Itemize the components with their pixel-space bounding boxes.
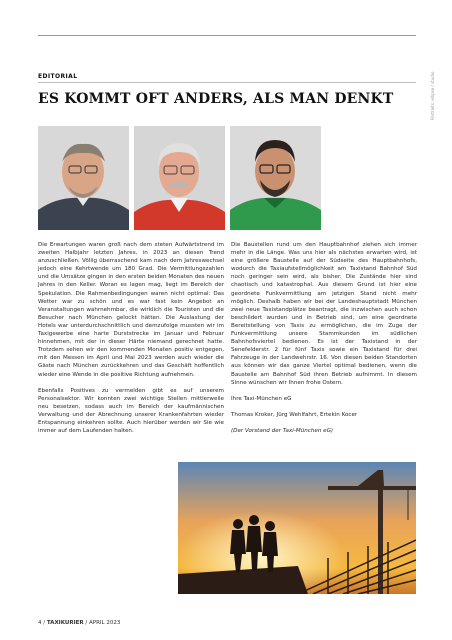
footer-separator: / <box>85 620 88 626</box>
article-paragraph: Die Baustellen rund um den Hauptbahnhof ziehen sich immer mehr in die Länge. Was uns hier als nächstes erwarten wird, ist eine größere Baustelle auf der Südseite des Hauptbahnhofs, wodurch die Taxiaufstellmöglichkeit am Taxistand Bahnhof Süd noch geringer sein wird, als bisher. Die Zustände hier sind chaotisch und katastrophal. Aus diesem Grund ist hier eine geordnete Funkvermittlung am jetzigen Stand nicht mehr möglich. Deshalb haben wir bei der Landeshauptstadt München zwei neue Taxistandplätze beantragt, die inzwischen auch schon beschildert wurden und in Betrieb sind, um eine geordnete Bereitstellung von Taxis zu ermöglichen, die im Zuge der Funkvermittlung unsere Stammkunden im südlichen Bahnhofsviertel bedienen. Es ist der Taxistand in der Senefelderstr. 2 für fünf Taxis sowie ein Taxistand für drei Fahrzeuge in der Landwehrstr. 16. Von diesen beiden Standorten aus können wir das ganze Viertel optimal bedienen, wenn die Baustelle am Bahnhof Süd ihren Betrieb aufnimmt. In diesem Sinne wünschen wir Ihnen frohe Ostern. <box>231 242 417 386</box>
signature-org: Ihre Taxi-München eG <box>231 395 292 402</box>
portrait-photo-3 <box>230 126 321 230</box>
photo-credit: Portraits: ellipse / studio <box>430 71 435 120</box>
magazine-name: TAXIKURIER <box>46 620 84 626</box>
section-label: EDITORIAL <box>38 73 78 80</box>
footer-separator: / <box>43 620 46 626</box>
page-footer <box>38 620 120 626</box>
headline: ES KOMMT OFT ANDERS, ALS MAN DENKT <box>38 91 394 107</box>
portrait-photo-2 <box>134 126 225 230</box>
top-rule <box>38 35 416 36</box>
construction-sunset-photo <box>178 462 416 594</box>
portrait-photo-1 <box>38 126 129 230</box>
section-divider <box>38 82 416 83</box>
article-column-right <box>231 241 417 443</box>
article-column-left <box>38 241 224 443</box>
article-paragraph: Die Erwartungen waren groß nach dem steten Aufwärtstrend im zweiten Halbjahr letzten Jahres, in 2023 an diesen Trend anzuschließen. Völlig überraschend kam nach dem Jahreswechsel jedoch eine Kehrtwende um 180 Grad. Die Vermittlungszahlen und die Umsätze gingen in den ersten beiden Monaten des neuen Jahres in den Keller. Woran es lagen mag, liegt im Bereich der Spekulation. Die Rahmenbedingungen waren nicht optimal: Das Wetter war zu schön und es war fast kein Angebot an Veranstaltungen wahrnehmbar, die wirklich die Touristen und die Besucher nach München gelockt hätten. Die Auslastung der Hotels war unterdurchschnittlich und demzufolge mussten wir im Taxigewerbe eine harte Durststrecke im Januar und Februar hinnehmen, mit der in dieser Härte niemand gerechnet hatte. Trotzdem sehen wir den kommenden Monaten positiv entgegen, mit den Messen im April und Mai 2023 werden auch wieder die Gäste nach München zurückkehren und das Geschäft hoffentlich wieder eine Wende in die positive Richtung aufnehmen. <box>38 242 224 378</box>
issue-date: APRIL 2023 <box>89 620 121 626</box>
signature-role: (Der Vorstand der Taxi-München eG) <box>231 427 334 434</box>
signature-names: Thomas Kroker, Jürg Wehlfahrt, Ertekin Kocer <box>231 411 358 418</box>
page-number: 4 <box>38 620 42 626</box>
article-paragraph: Ebenfalls Positives zu vermelden gibt es auf unserem Personalsektor. Wir konnten zwei wichtige Stellen mittlerweile neu besetzen, sodass auch im Bereich der kaufmännischen Verwaltung und der Abrechnung unserer Krankenfahrten wieder Entspannung einkehren sollte. Auch hierüber werden wir Sie wie immer auf dem Laufenden halten. <box>38 387 224 435</box>
